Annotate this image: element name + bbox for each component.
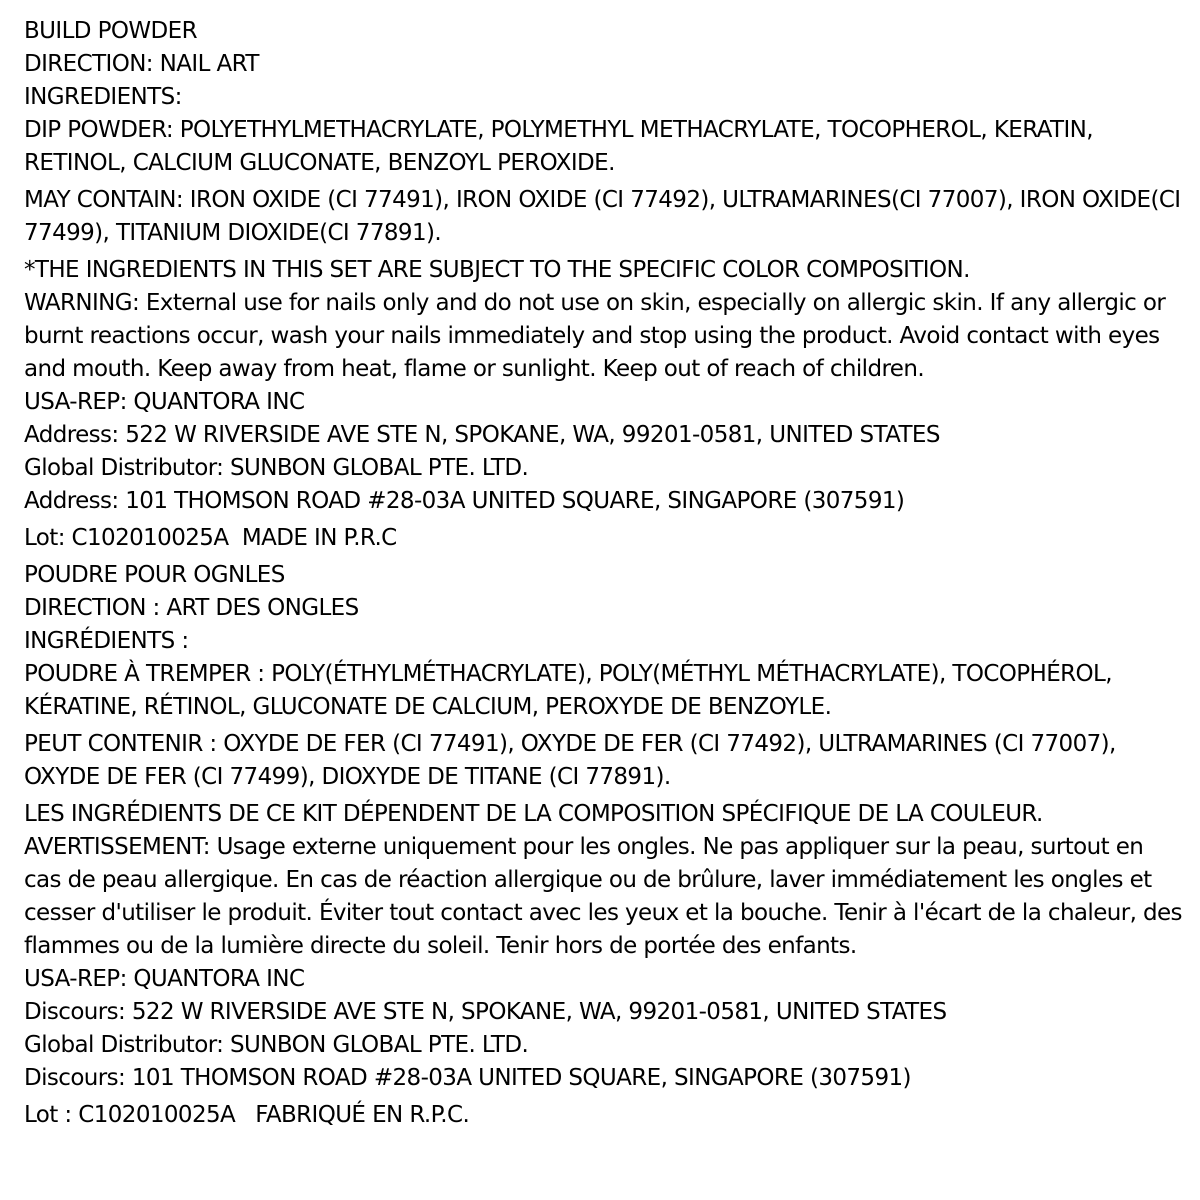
ingredients-heading: INGREDIENTS:: [24, 84, 182, 110]
direction-line: DIRECTION: NAIL ART: [24, 51, 259, 77]
product-name: BUILD POWDER: [24, 18, 197, 44]
lot-line-fr: Lot : C102010025A FABRIQUÉ EN R.P.C.: [24, 1102, 470, 1128]
warning-text-fr: AVERTISSEMENT: Usage externe uniquement pour les ongles. Ne pas appliquer sur la peau, surtout en cas de peau allergique. En cas de réaction allergique ou de brûlure, laver immédiatement les ongles et cesser d'utiliser le produit. Éviter tout contact avec les yeux et la bouche. Tenir à l'écart de la chaleur, des flammes ou de la lumière directe du soleil. Tenir hors de portée des enfants.: [24, 834, 1182, 959]
distributor-line-fr: Global Distributor: SUNBON GLOBAL PTE. LTD.: [24, 1032, 529, 1058]
product-label: [24, 15, 1184, 1132]
lot-line: Lot: C102010025A MADE IN P.R.C: [24, 525, 397, 551]
french-section: [24, 559, 1184, 1132]
usa-address-line-fr: Discours: 522 W RIVERSIDE AVE STE N, SPOKANE, WA, 99201-0581, UNITED STATES: [24, 999, 947, 1025]
english-section: [24, 15, 1184, 555]
dip-powder-ingredients-fr: POUDRE À TREMPER : POLY(ÉTHYLMÉTHACRYLATE), POLY(MÉTHYL MÉTHACRYLATE), TOCOPHÉROL, KÉRATINE, RÉTINOL, GLUCONATE DE CALCIUM, PEROXYDE DE BENZOYLE.: [24, 661, 1112, 720]
may-contain-line-fr: PEUT CONTENIR : OXYDE DE FER (CI 77491), OXYDE DE FER (CI 77492), ULTRAMARINES (CI 77007), OXYDE DE FER (CI 77499), DIOXYDE DE TITANE (CI 77891).: [24, 731, 1116, 790]
usa-address-line: Address: 522 W RIVERSIDE AVE STE N, SPOKANE, WA, 99201-0581, UNITED STATES: [24, 422, 940, 448]
may-contain-line: MAY CONTAIN: IRON OXIDE (CI 77491), IRON OXIDE (CI 77492), ULTRAMARINES(CI 77007), IRON OXIDE(CI 77499), TITANIUM DIOXIDE(CI 77891).: [24, 187, 1181, 246]
color-note-fr: LES INGRÉDIENTS DE CE KIT DÉPENDENT DE LA COMPOSITION SPÉCIFIQUE DE LA COULEUR.: [24, 801, 1043, 827]
product-name-fr: POUDRE POUR OGNLES: [24, 562, 285, 588]
distributor-line: Global Distributor: SUNBON GLOBAL PTE. LTD.: [24, 455, 529, 481]
color-note: *THE INGREDIENTS IN THIS SET ARE SUBJECT TO THE SPECIFIC COLOR COMPOSITION.: [24, 257, 970, 283]
distributor-address-line: Address: 101 THOMSON ROAD #28-03A UNITED SQUARE, SINGAPORE (307591): [24, 488, 905, 514]
warning-text: WARNING: External use for nails only and do not use on skin, especially on allergic skin. If any allergic or burnt reactions occur, wash your nails immediately and stop using the product. Avoid contact with eyes and mouth. Keep away from heat, flame or sunlight. Keep out of reach of children.: [24, 290, 1166, 382]
usa-rep-line: USA-REP: QUANTORA INC: [24, 389, 305, 415]
direction-line-fr: DIRECTION : ART DES ONGLES: [24, 595, 359, 621]
distributor-address-line-fr: Discours: 101 THOMSON ROAD #28-03A UNITED SQUARE, SINGAPORE (307591): [24, 1065, 911, 1091]
dip-powder-ingredients: DIP POWDER: POLYETHYLMETHACRYLATE, POLYMETHYL METHACRYLATE, TOCOPHEROL, KERATIN, RETINOL, CALCIUM GLUCONATE, BENZOYL PEROXIDE.: [24, 117, 1093, 176]
usa-rep-line-fr: USA-REP: QUANTORA INC: [24, 966, 305, 992]
ingredients-heading-fr: INGRÉDIENTS :: [24, 628, 189, 654]
